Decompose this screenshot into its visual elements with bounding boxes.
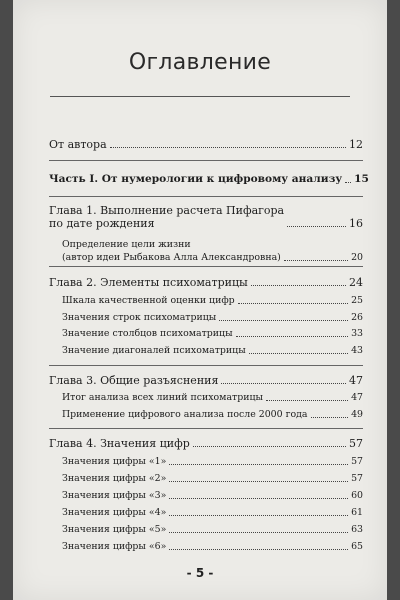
toc-page-number: 20 bbox=[351, 252, 363, 263]
toc-page-number: 12 bbox=[349, 138, 363, 151]
dot-leader bbox=[287, 225, 346, 227]
dot-leader bbox=[169, 463, 348, 465]
toc-entry-label: Итог анализа всех линий психоматрицы bbox=[62, 392, 263, 403]
toc-page-number: 61 bbox=[351, 507, 363, 518]
toc-entry-label-line-1: Глава 1. Выполнение расчета Пифагора bbox=[49, 204, 285, 217]
toc-entry-life-goal bbox=[62, 238, 363, 264]
book-page bbox=[13, 0, 387, 600]
dot-leader bbox=[169, 548, 348, 550]
dot-leader bbox=[345, 181, 351, 183]
toc-entry-chapter-1 bbox=[49, 204, 363, 230]
toc-entry-label: Значения строк психоматрицы bbox=[62, 312, 217, 323]
toc-entry-label: Глава 2. Элементы психоматрицы bbox=[49, 276, 248, 289]
toc-page-number: 57 bbox=[351, 456, 363, 467]
toc-entry-diagonals bbox=[62, 344, 363, 357]
toc-entry-label: Значения цифры «2» bbox=[62, 473, 167, 484]
toc-entry-foreword bbox=[49, 138, 363, 151]
toc-entry-columns bbox=[62, 327, 363, 340]
toc-entry-label-line-2: по дате рождения bbox=[49, 217, 155, 230]
toc-entry-label: Значения цифры «5» bbox=[62, 524, 167, 535]
toc-entry-label: Применение цифрового анализа после 2000 года bbox=[62, 409, 308, 420]
dot-leader bbox=[110, 146, 346, 148]
dot-leader bbox=[221, 382, 346, 384]
dot-leader bbox=[249, 352, 348, 354]
toc-page-number: 49 bbox=[351, 409, 363, 420]
toc-page-number: 60 bbox=[351, 490, 363, 501]
toc-entry-label-line-1: Определение цели жизни bbox=[62, 239, 191, 250]
toc-entry-part-1 bbox=[49, 173, 369, 186]
dot-leader bbox=[219, 319, 348, 321]
dot-leader bbox=[236, 335, 348, 337]
toc-page-number: 57 bbox=[349, 437, 363, 450]
toc-entry-after-2000 bbox=[62, 408, 363, 421]
toc-entry-digit-6 bbox=[62, 540, 363, 553]
toc-page-number: 43 bbox=[351, 345, 363, 356]
toc-page-number: 16 bbox=[349, 217, 363, 230]
page-number-footer: - 5 - bbox=[186, 566, 214, 580]
toc-entry-digit-4 bbox=[62, 506, 363, 519]
toc-entry-label: Значение диагоналей психоматрицы bbox=[62, 345, 246, 356]
toc-entry-label: От автора bbox=[49, 138, 107, 151]
section-divider bbox=[49, 160, 363, 161]
toc-entry-digit-1 bbox=[62, 455, 363, 468]
toc-entry-label: Значения цифры «4» bbox=[62, 507, 167, 518]
toc-entry-label: Глава 4. Значения цифр bbox=[49, 437, 190, 450]
section-divider bbox=[49, 365, 363, 366]
toc-entry-label: Значения цифры «6» bbox=[62, 541, 167, 552]
section-divider bbox=[49, 266, 363, 267]
toc-entry-scale bbox=[62, 294, 363, 307]
toc-entry-label: Значения цифры «1» bbox=[62, 456, 167, 467]
toc-entry-label: Часть I. От нумерологии к цифровому анализу bbox=[49, 173, 343, 185]
page-title: Оглавление bbox=[128, 50, 272, 75]
toc-page-number: 57 bbox=[351, 473, 363, 484]
toc-page-number: 47 bbox=[351, 392, 363, 403]
toc-entry-label: Глава 3. Общие разъяснения bbox=[49, 374, 219, 387]
toc-entry-digit-3 bbox=[62, 489, 363, 502]
toc-entry-label: Шкала качественной оценки цифр bbox=[62, 295, 235, 306]
toc-page-number: 24 bbox=[349, 276, 363, 289]
toc-entry-chapter-2 bbox=[49, 276, 363, 289]
dot-leader bbox=[284, 259, 348, 261]
dot-leader bbox=[238, 302, 348, 304]
toc-page-number: 26 bbox=[351, 312, 363, 323]
toc-entry-summary bbox=[62, 391, 363, 404]
toc-page-number: 15 bbox=[354, 173, 369, 185]
dot-leader bbox=[251, 284, 346, 286]
toc-page-number: 25 bbox=[351, 295, 363, 306]
toc-entry-label-line-2: (автор идеи Рыбакова Алла Александровна) bbox=[62, 252, 281, 263]
dot-leader bbox=[169, 480, 348, 482]
toc-entry-rows bbox=[62, 311, 363, 324]
toc-entry-label: Значения цифры «3» bbox=[62, 490, 167, 501]
toc-entry-chapter-3 bbox=[49, 374, 363, 387]
toc-entry-digit-2 bbox=[62, 472, 363, 485]
toc-entry-label: Значение столбцов психоматрицы bbox=[62, 328, 233, 339]
toc-page-number: 65 bbox=[351, 541, 363, 552]
dot-leader bbox=[169, 531, 348, 533]
dot-leader bbox=[169, 514, 348, 516]
toc-entry-chapter-4 bbox=[49, 437, 363, 450]
toc-page-number: 63 bbox=[351, 524, 363, 535]
section-divider bbox=[49, 196, 363, 197]
dot-leader bbox=[311, 416, 348, 418]
toc-entry-digit-5 bbox=[62, 523, 363, 536]
dot-leader bbox=[193, 445, 346, 447]
title-divider bbox=[50, 96, 350, 97]
dot-leader bbox=[169, 497, 348, 499]
toc-entry-label bbox=[62, 238, 281, 264]
dot-leader bbox=[266, 399, 348, 401]
toc-page-number: 33 bbox=[351, 328, 363, 339]
toc-page-number: 47 bbox=[349, 374, 363, 387]
section-divider bbox=[49, 428, 363, 429]
toc-entry-label bbox=[49, 204, 284, 230]
